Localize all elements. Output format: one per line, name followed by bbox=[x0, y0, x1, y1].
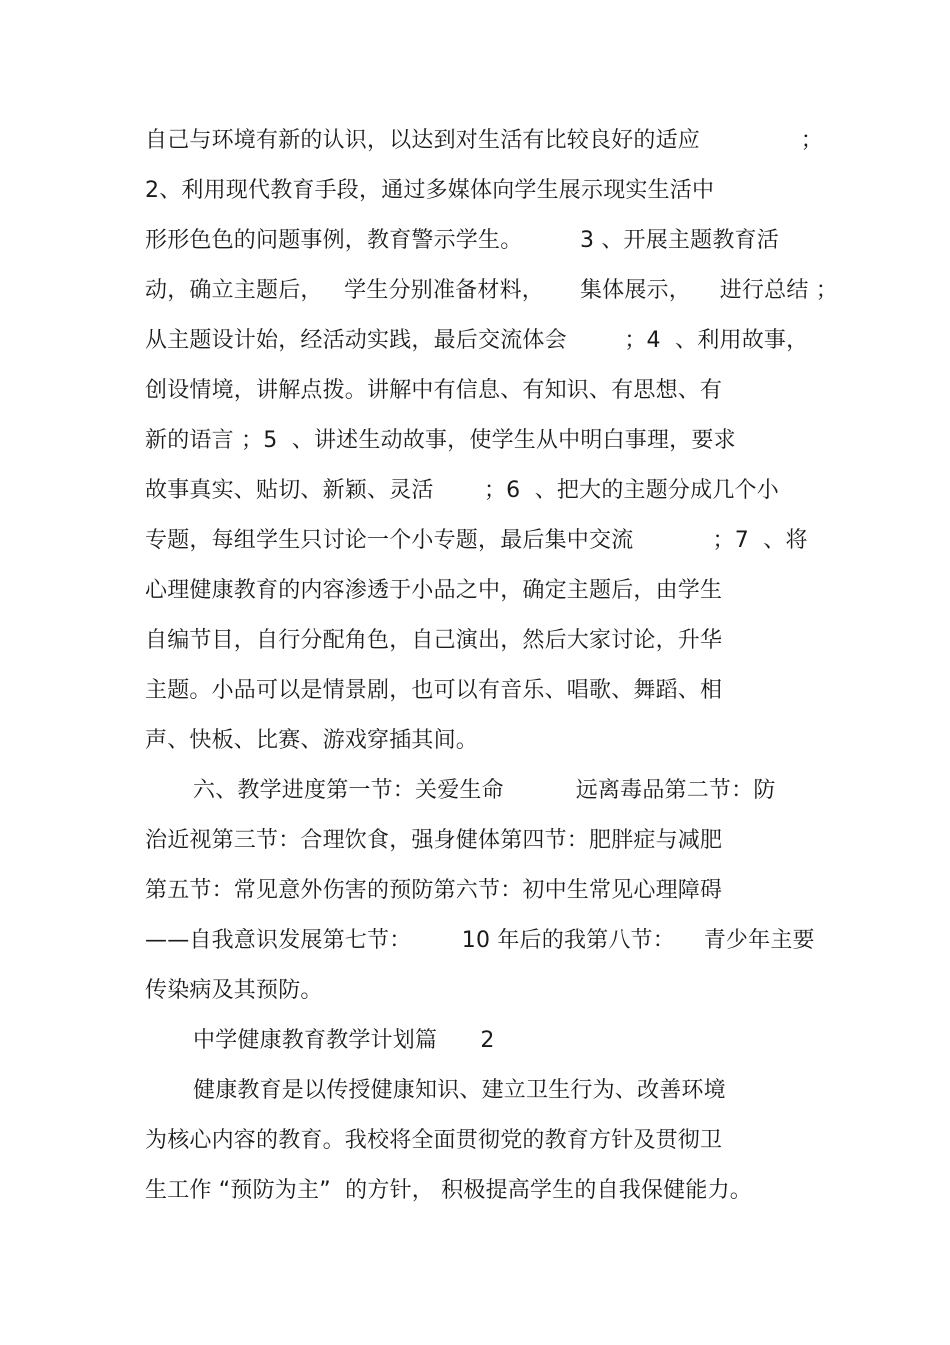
body-text-line: 生工作 “预防为主” 的方针， 积极提高学生的自我保健能力。 bbox=[145, 1178, 752, 1203]
body-text-line: 创设情境，讲解点拨。讲解中有信息、有知识、有思想、有 bbox=[145, 378, 723, 403]
body-text-line: 自己与环境有新的认识，以达到对生活有比较良好的适应 ； bbox=[145, 128, 823, 153]
body-text-line: 主题。小品可以是情景剧，也可以有音乐、唱歌、舞蹈、相 bbox=[145, 678, 723, 703]
body-text-line: 动，确立主题后， 学生分别准备材料， 集体展示， 进行总结 ； bbox=[145, 278, 838, 303]
body-text-line: 第五节：常见意外伤害的预防第六节：初中生常见心理障碍 bbox=[145, 878, 723, 903]
body-text-line: 专题，每组学生只讨论一个小专题，最后集中交流 ；7 、将 bbox=[145, 528, 808, 553]
body-text-line: 声、快板、比赛、游戏穿插其间。 bbox=[145, 728, 479, 753]
body-text-line: 心理健康教育的内容渗透于小品之中，确定主题后，由学生 bbox=[145, 578, 723, 603]
body-text-line: 六、教学进度第一节：关爱生命 远离毒品第二节：防 bbox=[193, 778, 776, 803]
section-heading: 中学健康教育教学计划篇 2 bbox=[193, 1028, 495, 1053]
body-text-line: 从主题设计始，经活动实践，最后交流体会 ；4 、利用故事， bbox=[145, 328, 809, 353]
body-text-line: 新的语言 ；5 、讲述生动故事，使学生从中明白事理，要求 bbox=[145, 428, 736, 453]
body-text-line: 自编节目，自行分配角色，自己演出，然后大家讨论，升华 bbox=[145, 628, 723, 653]
body-text-line: ——自我意识发展第七节： 10 年后的我第八节： 青少年主要 bbox=[145, 928, 815, 953]
body-text-line: 形形色色的问题事例，教育警示学生。 3 、开展主题教育活 bbox=[145, 228, 779, 253]
body-text-line: 为核心内容的教育。我校将全面贯彻党的教育方针及贯彻卫 bbox=[145, 1128, 723, 1153]
body-text-line: 故事真实、贴切、新颖、灵活 ；6 、把大的主题分成几个小 bbox=[145, 478, 779, 503]
body-text-line: 健康教育是以传授健康知识、建立卫生行为、改善环境 bbox=[193, 1078, 726, 1103]
body-text-line: 传染病及其预防。 bbox=[145, 978, 323, 1003]
body-text-line: 2、利用现代教育手段，通过多媒体向学生展示现实生活中 bbox=[145, 178, 715, 203]
body-text-line: 治近视第三节：合理饮食，强身健体第四节：肥胖症与减肥 bbox=[145, 828, 723, 853]
